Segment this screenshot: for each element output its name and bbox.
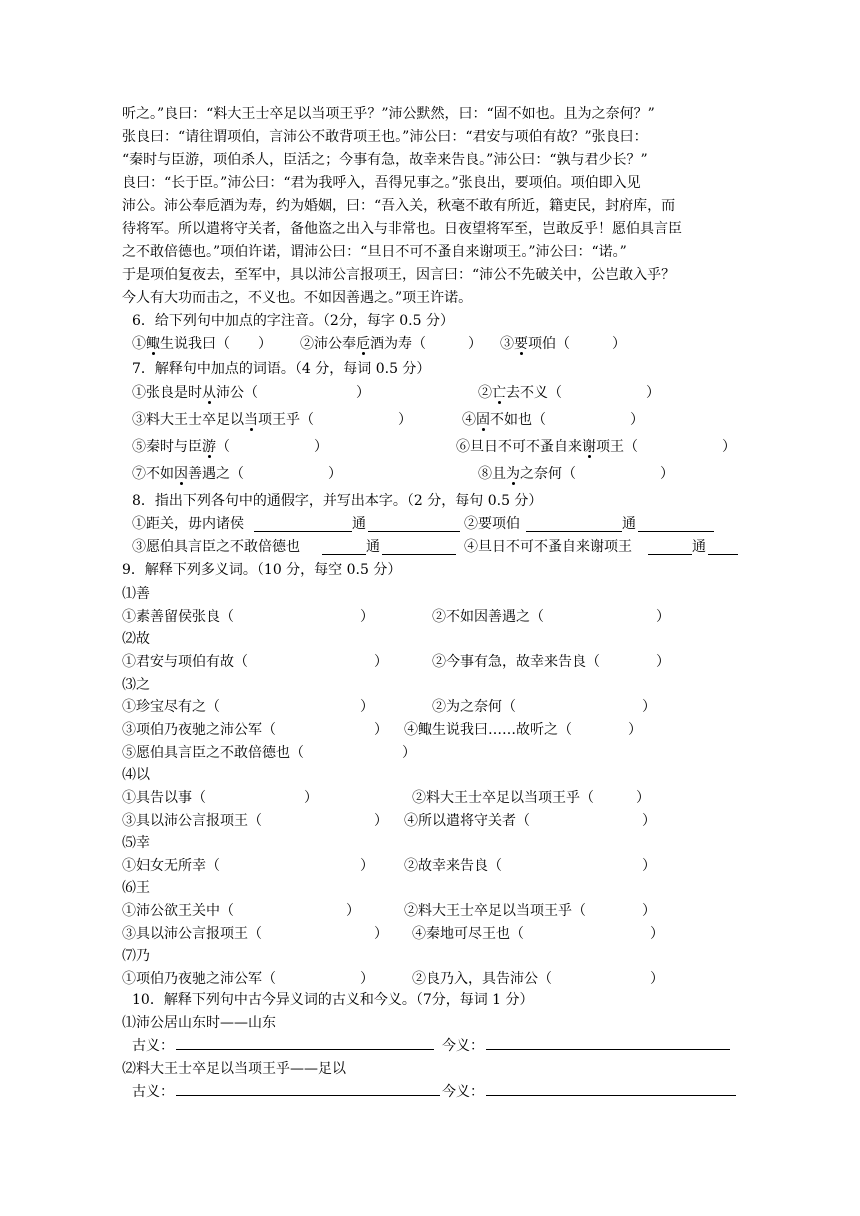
q9-item: ②为之奈何（ ）: [432, 699, 656, 715]
passage-line: 良曰：“长于臣。”沛公曰：“君为我呼入，吾得兄事之。”张良出，要项伯。项伯即入见: [122, 175, 641, 191]
q9-item: ②今事有急，故幸来告良（ ）: [432, 654, 670, 670]
q7-item: ⑤秦时与臣游（ ）: [132, 439, 328, 455]
tong-label: 通: [692, 539, 706, 555]
q8-title: 8．指出下列各句中的通假字，并写出本字。（2 分，每句 0.5 分）: [132, 493, 543, 509]
q10-jin-label: 今义：: [442, 1084, 484, 1100]
q9-item: ②料大王士卒足以当项王乎（ ）: [412, 790, 650, 806]
q9-item: ①妇女无所幸（ ）: [122, 858, 374, 874]
q9-item: ②料大王士卒足以当项王乎（ ）: [404, 903, 656, 919]
q9-item: ①珍宝尽有之（ ）: [122, 699, 374, 715]
q9-word-heading: ⑶之: [122, 677, 150, 693]
passage-line: 于是项伯复夜去，至军中，具以沛公言报项王，因言曰：“沛公不先破关中，公岂敢入乎？: [122, 267, 676, 283]
passage-line: 之不敢倍德也。”项伯许诺，谓沛公曰：“旦日不可不蚤自来谢项王。”沛公曰：“诺。”: [122, 244, 627, 260]
passage-line: 张良曰：“请往谓项伯，言沛公不敢背项王也。”沛公曰：“君安与项伯有故？”张良曰：: [122, 129, 648, 145]
answer-blank[interactable]: [638, 531, 714, 532]
q8-item: ③愿伯具言臣之不敢倍德也: [132, 539, 300, 555]
tong-label: 通: [366, 539, 380, 555]
passage-line: 待将军。所以遣将守关者，备他盗之出入与非常也。日夜望将军至，岂敢反乎！愿伯具言臣: [122, 221, 682, 237]
q10-title: 10．解释下列句中古今异义词的古义和今义。（7分，每词 1 分）: [132, 992, 534, 1008]
answer-blank[interactable]: [176, 1049, 434, 1050]
q9-item: ①素善留侯张良（ ）: [122, 609, 374, 625]
q10-jin-label: 今义：: [442, 1038, 484, 1054]
answer-blank[interactable]: [254, 531, 352, 532]
q7-item: ④固不如也（ ）: [462, 412, 644, 428]
answer-blank[interactable]: [486, 1049, 730, 1050]
q9-item: ②良乃入，具告沛公（ ）: [412, 971, 664, 987]
answer-blank[interactable]: [648, 554, 692, 555]
q9-word-heading: ⑷以: [122, 767, 150, 783]
tong-label: 通: [622, 516, 636, 532]
q9-word-heading: ⑸幸: [122, 835, 150, 851]
answer-blank[interactable]: [368, 531, 460, 532]
q8-item: ④旦日不可不蚤自来谢项王: [464, 539, 632, 555]
q10-sentence: ⑵料大王士卒足以当项王乎——足以: [122, 1061, 346, 1077]
q9-item: ②不如因善遇之（ ）: [432, 609, 670, 625]
tong-label: 通: [352, 516, 366, 532]
passage-line: 今人有大功而击之，不义也。不如因善遇之。”项王许诺。: [122, 290, 473, 306]
q9-item: ③具以沛公言报项王（ ）: [122, 813, 388, 829]
q9-word-heading: ⑴善: [122, 586, 150, 602]
answer-blank[interactable]: [322, 554, 366, 555]
q6-item: ③要项伯（ ）: [500, 336, 626, 352]
q9-item: ①项伯乃夜驰之沛公军（ ）: [122, 971, 374, 987]
q8-item: ②要项伯: [464, 516, 520, 532]
q7-title: 7．解释句中加点的词语。（4 分，每词 0.5 分）: [132, 361, 431, 377]
q10-gu-label: 古义：: [132, 1038, 174, 1054]
q7-item: ③料大王士卒足以当项王乎（ ）: [132, 412, 412, 428]
q6-item: ②沛公奉卮酒为寿（ ）: [300, 336, 482, 352]
q8-item: ①距关，毋内诸侯: [132, 516, 244, 532]
q7-item: ⑥旦日不可不蚤自来谢项王（ ）: [456, 439, 736, 455]
q9-item: ①君安与项伯有故（ ）: [122, 654, 388, 670]
q6-item: ①鲰生说我曰（ ）: [132, 336, 272, 352]
q9-title: 9．解释下列多义词。（10 分，每空 0.5 分）: [122, 562, 402, 578]
q9-word-heading: ⑵故: [122, 631, 150, 647]
answer-blank[interactable]: [526, 531, 622, 532]
q9-item: ④所以遣将守关者（ ）: [404, 813, 656, 829]
q10-sentence: ⑴沛公居山东时——山东: [122, 1015, 276, 1031]
q9-item: ③具以沛公言报项王（ ）: [122, 926, 388, 942]
q9-item: ①具告以事（ ）: [122, 790, 318, 806]
passage-line: 听之。”良曰：“料大王士卒足以当项王乎？”沛公默然，曰：“固不如也。且为之奈何？”: [122, 106, 655, 122]
q9-word-heading: ⑹王: [122, 880, 150, 896]
q9-item: ②故幸来告良（ ）: [404, 858, 656, 874]
passage-line: “秦时与臣游，项伯杀人，臣活之；今事有急，故幸来告良。”沛公曰：“孰与君少长？”: [122, 152, 648, 168]
q7-item: ⑦不如因善遇之（ ）: [132, 466, 342, 482]
q9-item: ③项伯乃夜驰之沛公军（ ）: [122, 722, 388, 738]
q9-item: ④秦地可尽王也（ ）: [412, 926, 664, 942]
answer-blank[interactable]: [382, 554, 456, 555]
answer-blank[interactable]: [708, 554, 738, 555]
q7-item: ①张良是时从沛公（ ）: [132, 385, 370, 401]
passage-line: 沛公。沛公奉卮酒为寿，约为婚姻，曰：“吾入关，秋毫不敢有所近，籍吏民，封府库，而: [122, 198, 676, 214]
q10-gu-label: 古义：: [132, 1084, 174, 1100]
q9-item: ④鲰生说我曰……故听之（ ）: [404, 722, 642, 738]
q7-item: ②亡去不义（ ）: [478, 385, 660, 401]
q6-title: 6．给下列句中加点的字注音。（2分，每字 0.5 分）: [132, 313, 454, 329]
answer-blank[interactable]: [486, 1095, 736, 1096]
answer-blank[interactable]: [176, 1095, 440, 1096]
q9-word-heading: ⑺乃: [122, 948, 150, 964]
q9-item: ⑤愿伯具言臣之不敢倍德也（ ）: [122, 745, 416, 761]
q9-item: ①沛公欲王关中（ ）: [122, 903, 360, 919]
q7-item: ⑧且为之奈何（ ）: [478, 466, 674, 482]
